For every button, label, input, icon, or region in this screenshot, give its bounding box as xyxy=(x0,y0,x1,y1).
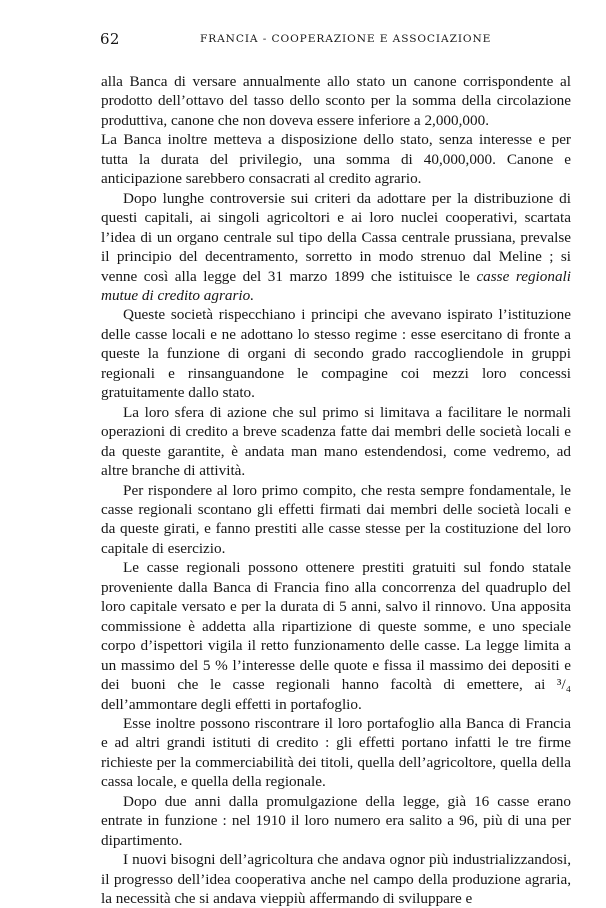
paragraph-10-text: I nuovi bisogni dell’agricoltura che andava ognor più industrializzandosi, il progresso dell’idea cooperativa anche nel campo della produzione agraria, la necessità che si andava vieppiù affermando di sviluppare e xyxy=(101,851,571,908)
paragraph-1-text: alla Banca di versare annualmente allo stato un canone corrispondente al prodotto dell’ottavo del tasso dello sconto per la somma della circolazione produttiva, canone che non doveva essere inferiore a 2,000,000. xyxy=(101,73,571,129)
running-head: FRANCIA - COOPERAZIONE E ASSOCIAZIONE xyxy=(200,33,492,45)
paragraph-8 xyxy=(101,714,571,792)
paragraph-7 xyxy=(101,558,571,714)
body-text xyxy=(101,72,571,908)
paragraph-3-text: Dopo lunghe controversie sui criteri da adottare per la distribuzione di questi capitali, ai singoli agricoltori e ai loro nuclei cooperativi, scartata l’idea di un organo centrale sul tipo della Cassa centrale prussiana, prevalse il principio del decentramento, sorretto in modo strenuo dal Meline ; si venne così alla legge del 31 marzo 1899 che istituisce le xyxy=(101,189,571,285)
paragraph-1 xyxy=(101,72,571,130)
paragraph-9 xyxy=(101,792,571,850)
paragraph-8-text: Esse inoltre possono riscontrare il loro portafoglio alla Banca di Francia e ad altri grandi istituti di credito : gli effetti portano infatti le tre firme richieste per la commerciabilità dei titoli, quella dell’agricoltore, quella della cassa locale, e quella della regionale. xyxy=(101,714,571,791)
paragraph-6-text: Per rispondere al loro primo compito, che resta sempre fondamentale, le casse regionali scontano gli effetti firmati dai membri delle società locali e da queste girati, e fanno prestiti alle casse stesse per la costituzione del loro capitale di esercizio. xyxy=(101,481,571,557)
paragraph-10 xyxy=(101,850,571,908)
paragraph-9-text: Dopo due anni dalla promulgazione della legge, già 16 casse erano entrate in funzione : nel 1910 il loro numero era salito a 96, più di una per dipartimento. xyxy=(101,792,571,849)
paragraph-6 xyxy=(101,481,571,559)
paragraph-7-text: Le casse regionali possono ottenere prestiti gratuiti sul fondo statale proveniente dalla Banca di Francia fino alla concorrenza del quadruplo del loro capitale versato e per la durata di 5 anni, salvo il rinnovo. Una apposita commissione è addetta alla ripartizione di queste somme, e uno speciale corpo d’ispettori vigila il retto funzionamento delle casse. La legge limita a un massimo del 5 % l’interesse delle quote e fissa il massimo dei depositi e dei buoni che le casse regionali hanno facoltà di emettere, ai ³/₄ dell’ammontare degli effetti in portafoglio. xyxy=(101,559,571,713)
page-header xyxy=(100,30,520,52)
paragraph-3-italic: casse regionali mutue di credito agrario. xyxy=(101,267,571,304)
paragraph-2 xyxy=(101,130,571,188)
paragraph-2-text: La Banca inoltre metteva a disposizione dello stato, senza interesse e per tutta la durata del privilegio, una somma di 40,000,000. Canone e anticipazione sarebbero consacrati al credito agrario. xyxy=(101,131,571,188)
paragraph-5-text: La loro sfera di azione che sul primo si limitava a facilitare le normali operazioni di credito a breve scadenza fatte dai membri delle società locali e da queste garantite, è andata man mano estendendosi, come vedremo, ad altre branche di attività. xyxy=(101,403,571,480)
paragraph-5 xyxy=(101,403,571,481)
paragraph-4-text: Queste società rispecchiano i principi che avevano ispirato l’istituzione delle casse locali e ne adottano lo stesso regime : esse esercitano di fronte a queste la funzione di organi di secondo grado raccogliendole in gruppi regionali e rinsanguandone le compagine coi mezzi loro concessi gratuitamente dallo stato. xyxy=(101,306,571,402)
page-number: 62 xyxy=(100,30,120,48)
paragraph-4 xyxy=(101,305,571,402)
paragraph-3 xyxy=(101,189,571,306)
